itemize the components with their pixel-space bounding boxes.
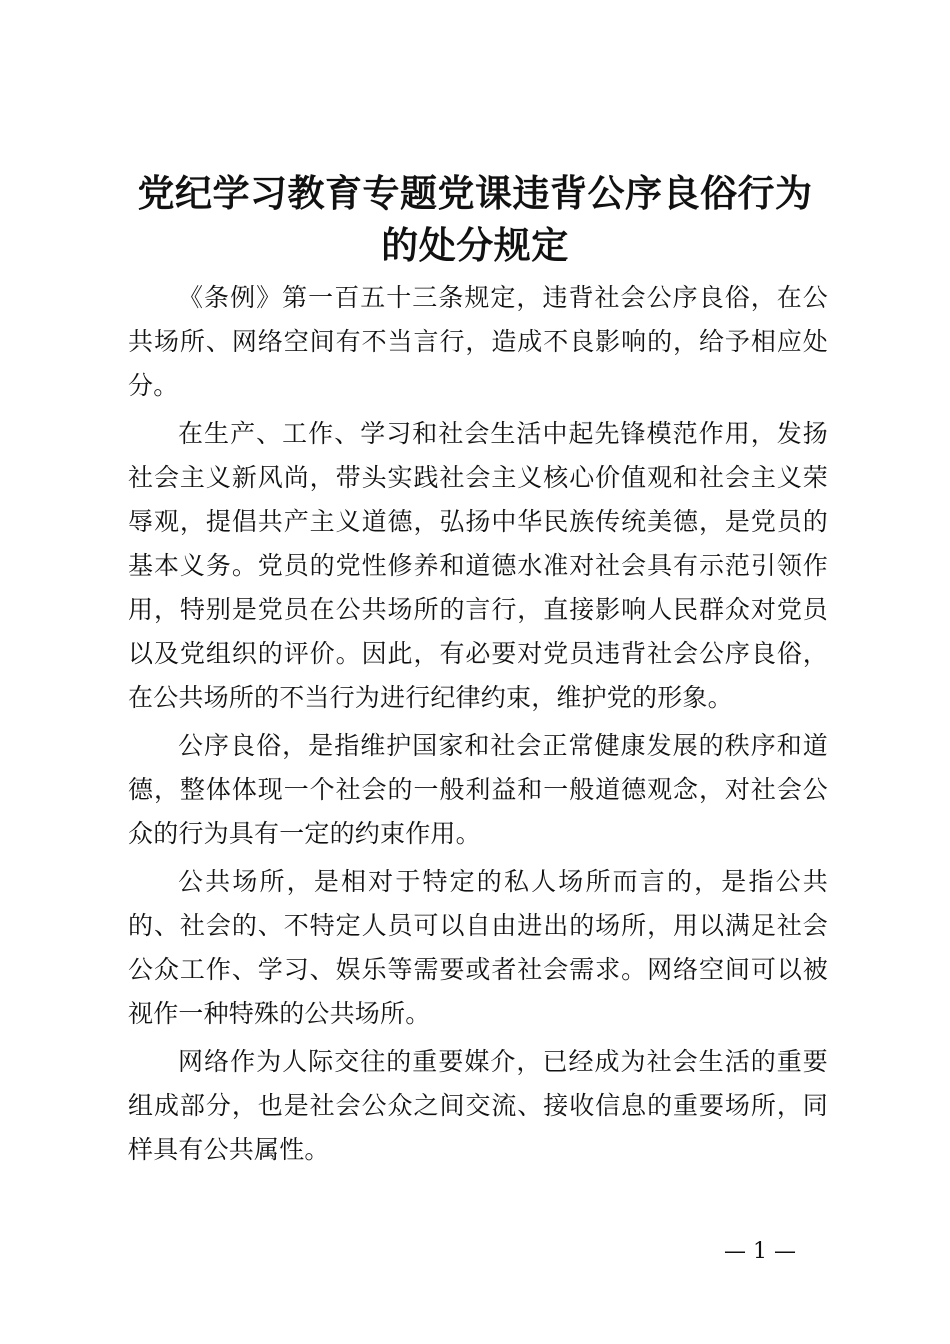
paragraph-2: 在生产、工作、学习和社会生活中起先锋模范作用，发扬社会主义新风尚，带头实践社会主义核心价值观和社会主义荣辱观，提倡共产主义道德，弘扬中华民族传统美德，是党员的基本义务。党员的党性修养和道德水准对社会具有示范引领作用，特别是党员在公共场所的言行，直接影响人民群众对党员以及党组织的评价。因此，有必要对党员违背社会公序良俗，在公共场所的不当行为进行纪律约束，维护党的形象。	[128, 419, 828, 712]
page-number: — 1 —	[724, 1239, 796, 1264]
paragraph-4: 公共场所，是相对于特定的私人场所而言的，是指公共的、社会的、不特定人员可以自由进出的场所，用以满足社会公众工作、学习、娱乐等需要或者社会需求。网络空间可以被视作一种特殊的公共场所。	[128, 867, 828, 1028]
document-title: 党纪学习教育专题党课违背公序良俗行为的处分规定	[137, 172, 813, 267]
paragraph-1: 《条例》第一百五十三条规定，违背社会公序良俗，在公共场所、网络空间有不当言行，造成不良影响的，给予相应处分。	[128, 283, 828, 400]
paragraph-3: 公序良俗，是指维护国家和社会正常健康发展的秩序和道德，整体体现一个社会的一般利益和一般道德观念，对社会公众的行为具有一定的约束作用。	[128, 731, 828, 848]
paragraph-5: 网络作为人际交往的重要媒介，已经成为社会生活的重要组成部分，也是社会公众之间交流、接收信息的重要场所，同样具有公共属性。	[128, 1047, 828, 1164]
document-body	[128, 276, 828, 1176]
